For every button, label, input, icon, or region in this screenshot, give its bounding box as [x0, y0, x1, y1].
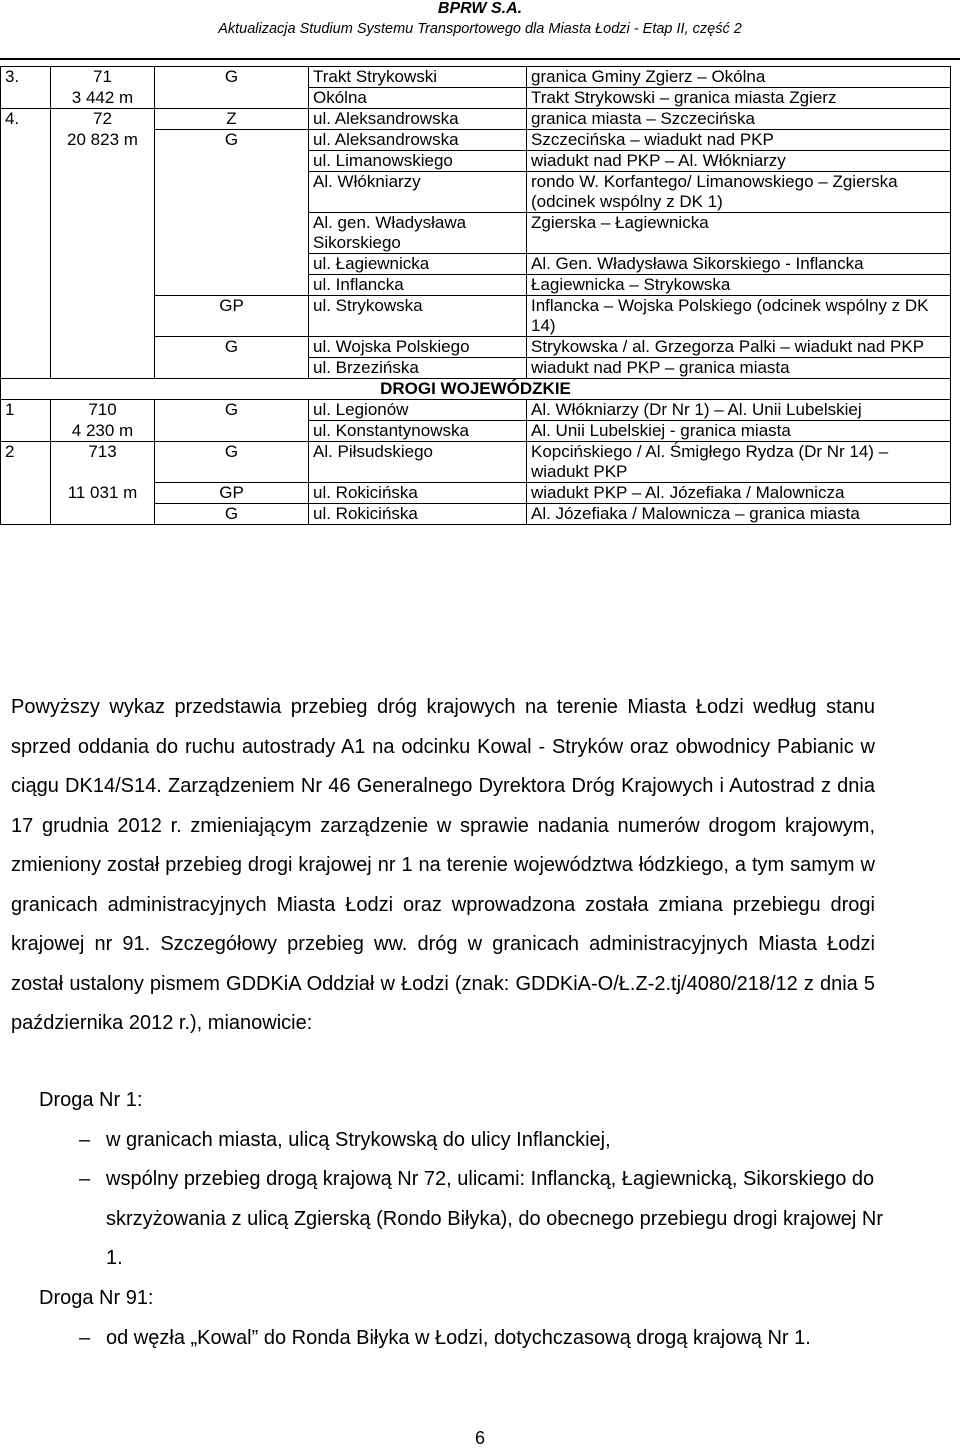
list-item-text: od węzła „Kowal” do Ronda Biłyka w Łodzi, dotychczasową drogą krajową Nr 1.: [106, 1326, 811, 1349]
roads-table: [0, 66, 951, 525]
cell-street: ul. Aleksandrowska: [309, 130, 527, 151]
cell-road-number: 72: [51, 109, 155, 130]
table-row: [1, 67, 951, 88]
cell-street: Al. Włókniarzy: [309, 172, 527, 213]
cell-street: ul. Aleksandrowska: [309, 109, 527, 130]
cell-street: Al. gen. Władysława Sikorskiego: [309, 213, 527, 254]
header-project-title: Aktualizacja Studium Systemu Transportowego dla Miasta Łodzi - Etap II, część 2: [218, 21, 742, 37]
table-row: [1, 337, 951, 358]
cell-road-number: [51, 296, 155, 337]
cell-road-number: 71: [51, 67, 155, 88]
list-item-text: wspólny przebieg drogą krajową Nr 72, ulicami: Inflancką, Łagiewnicką, Sikorskiego do skrzyżowania z ulicą Zgierską (Rondo Biłyka), do obecnego przebiegu drogi krajowej Nr 1.: [106, 1168, 884, 1269]
cell-section: Inflancka – Wojska Polskiego (odcinek wspólny z DK 14): [527, 296, 951, 337]
cell-road-length: 4 230 m: [51, 421, 155, 442]
cell-road-number: [51, 151, 155, 172]
cell-road-number: 710: [51, 400, 155, 421]
cell-lp: [1, 213, 51, 254]
cell-street: ul. Rokicińska: [309, 504, 527, 525]
table-row: [1, 151, 951, 172]
cell-street: ul. Legionów: [309, 400, 527, 421]
cell-section: Strykowska / al. Grzegorza Palki – wiadukt nad PKP: [527, 337, 951, 358]
cell-lp: [1, 172, 51, 213]
section-title: DROGI WOJEWÓDZKIE: [1, 379, 951, 400]
cell-lp: [1, 88, 51, 109]
cell-section: Al. Unii Lubelskiej - granica miasta: [527, 421, 951, 442]
cell-street: ul. Strykowska: [309, 296, 527, 337]
cell-section: Al. Włókniarzy (Dr Nr 1) – Al. Unii Lubelskiej: [527, 400, 951, 421]
cell-road-length: 3 442 m: [51, 88, 155, 109]
table-row: [1, 483, 951, 504]
cell-class: [155, 213, 309, 254]
cell-section: granica miasta – Szczecińska: [527, 109, 951, 130]
cell-lp: 3.: [1, 67, 51, 88]
cell-section: granica Gminy Zgierz – Okólna: [527, 67, 951, 88]
list-item: [11, 1160, 891, 1279]
table-row: [1, 275, 951, 296]
table-row: [1, 172, 951, 213]
body-paragraph: Powyższy wykaz przedstawia przebieg dróg krajowych na terenie Miasta Łodzi według stanu sprzed oddania do ruchu autostrady A1 na odcinku Kowal - Stryków oraz obwodnicy Pabianic w ciągu DK14/S14. Zarządzeniem Nr 46 Generalnego Dyrektora Dróg Krajowych i Autostrad z dnia 17 grudnia 2012 r. zmieniającym zarządzenie w sprawie nadania numerów drogom krajowym, zmieniony został przebieg drogi krajowej nr 1 na terenie województwa łódzkiego, a tym samym w granicach administracyjnych Miasta Łodzi oraz wprowadzona została zmiana przebiegu drogi krajowej nr 91. Szczegółowy przebieg ww. dróg w granicach administracyjnych Miasta Łodzi został ustalony pismem GDDKiA Oddział w Łodzi (znak: GDDKiA-O/Ł.Z-2.tj/4080/218/12 z dnia 5 października 2012 r.), mianowicie:: [11, 696, 875, 1034]
cell-class: G: [155, 400, 309, 421]
cell-section: Al. Gen. Władysława Sikorskiego - Inflancka: [527, 254, 951, 275]
table-row: [1, 88, 951, 109]
table-row: [1, 504, 951, 525]
cell-road-number: [51, 337, 155, 358]
cell-lp: 1: [1, 400, 51, 421]
cell-section: Zgierska – Łagiewnicka: [527, 213, 951, 254]
cell-class: GP: [155, 483, 309, 504]
cell-class: [155, 88, 309, 109]
cell-street: ul. Rokicińska: [309, 483, 527, 504]
cell-street: ul. Inflancka: [309, 275, 527, 296]
cell-section: Szczecińska – wiadukt nad PKP: [527, 130, 951, 151]
cell-class: GP: [155, 296, 309, 337]
cell-road-number: [51, 275, 155, 296]
list-item: [11, 1319, 891, 1359]
cell-street: ul. Łagiewnicka: [309, 254, 527, 275]
cell-road-length: 11 031 m: [51, 483, 155, 504]
cell-lp: [1, 483, 51, 504]
cell-class: G: [155, 504, 309, 525]
cell-street: Okólna: [309, 88, 527, 109]
dash-bullet: –: [79, 1128, 91, 1151]
droga-91-list: [11, 1279, 891, 1358]
cell-lp: [1, 275, 51, 296]
cell-section: rondo W. Korfantego/ Limanowskiego – Zgierska (odcinek wspólny z DK 1): [527, 172, 951, 213]
cell-class: [155, 358, 309, 379]
droga-1-label: Droga Nr 1:: [39, 1089, 143, 1111]
cell-road-number: [51, 172, 155, 213]
table-row: [1, 442, 951, 483]
cell-road-number: [51, 358, 155, 379]
cell-road-number: 713: [51, 442, 155, 483]
table-row: [1, 400, 951, 421]
cell-class: [155, 254, 309, 275]
cell-street: ul. Wojska Polskiego: [309, 337, 527, 358]
cell-lp: [1, 296, 51, 337]
cell-class: G: [155, 67, 309, 88]
cell-section: Al. Józefiaka / Malownicza – granica miasta: [527, 504, 951, 525]
cell-road-length: 20 823 m: [51, 130, 155, 151]
cell-road-number: [51, 213, 155, 254]
droga-91-label: Droga Nr 91:: [39, 1287, 154, 1309]
cell-class: G: [155, 337, 309, 358]
table-row: [1, 296, 951, 337]
cell-street: ul. Brzezińska: [309, 358, 527, 379]
list-item: [11, 1121, 891, 1161]
list-item-text: w granicach miasta, ulicą Strykowską do ulicy Inflanckiej,: [106, 1128, 611, 1151]
cell-road-number: [51, 504, 155, 525]
cell-section: Kopcińskiego / Al. Śmigłego Rydza (Dr Nr 14) – wiadukt PKP: [527, 442, 951, 483]
dash-bullet: –: [79, 1326, 91, 1349]
cell-street: Al. Piłsudskiego: [309, 442, 527, 483]
cell-lp: [1, 421, 51, 442]
cell-lp: [1, 254, 51, 275]
header-divider: [0, 58, 960, 60]
cell-class: [155, 172, 309, 213]
cell-lp: [1, 358, 51, 379]
header-company: BPRW S.A.: [437, 0, 523, 17]
table-section-row: [1, 379, 951, 400]
cell-street: Trakt Strykowski: [309, 67, 527, 88]
table-row: [1, 130, 951, 151]
table-row: [1, 421, 951, 442]
cell-class: Z: [155, 109, 309, 130]
cell-class: [155, 275, 309, 296]
table-row: [1, 358, 951, 379]
cell-lp: [1, 337, 51, 358]
cell-section: Łagiewnicka – Strykowska: [527, 275, 951, 296]
cell-section: wiadukt PKP – Al. Józefiaka / Malownicza: [527, 483, 951, 504]
cell-class: [155, 421, 309, 442]
cell-road-number: [51, 254, 155, 275]
cell-street: ul. Limanowskiego: [309, 151, 527, 172]
cell-class: G: [155, 442, 309, 483]
cell-section: Trakt Strykowski – granica miasta Zgierz: [527, 88, 951, 109]
table-row: [1, 109, 951, 130]
cell-lp: 4.: [1, 109, 51, 130]
cell-section: wiadukt nad PKP – granica miasta: [527, 358, 951, 379]
cell-lp: [1, 504, 51, 525]
cell-lp: 2: [1, 442, 51, 483]
page-number: 6: [474, 1428, 485, 1448]
dash-bullet: –: [79, 1168, 91, 1190]
cell-class: [155, 151, 309, 172]
cell-street: ul. Konstantynowska: [309, 421, 527, 442]
cell-class: G: [155, 130, 309, 151]
cell-lp: [1, 151, 51, 172]
cell-lp: [1, 130, 51, 151]
table-row: [1, 213, 951, 254]
page-header: [0, 0, 960, 40]
droga-1-list: [11, 1081, 891, 1279]
cell-section: wiadukt nad PKP – Al. Włókniarzy: [527, 151, 951, 172]
table-row: [1, 254, 951, 275]
